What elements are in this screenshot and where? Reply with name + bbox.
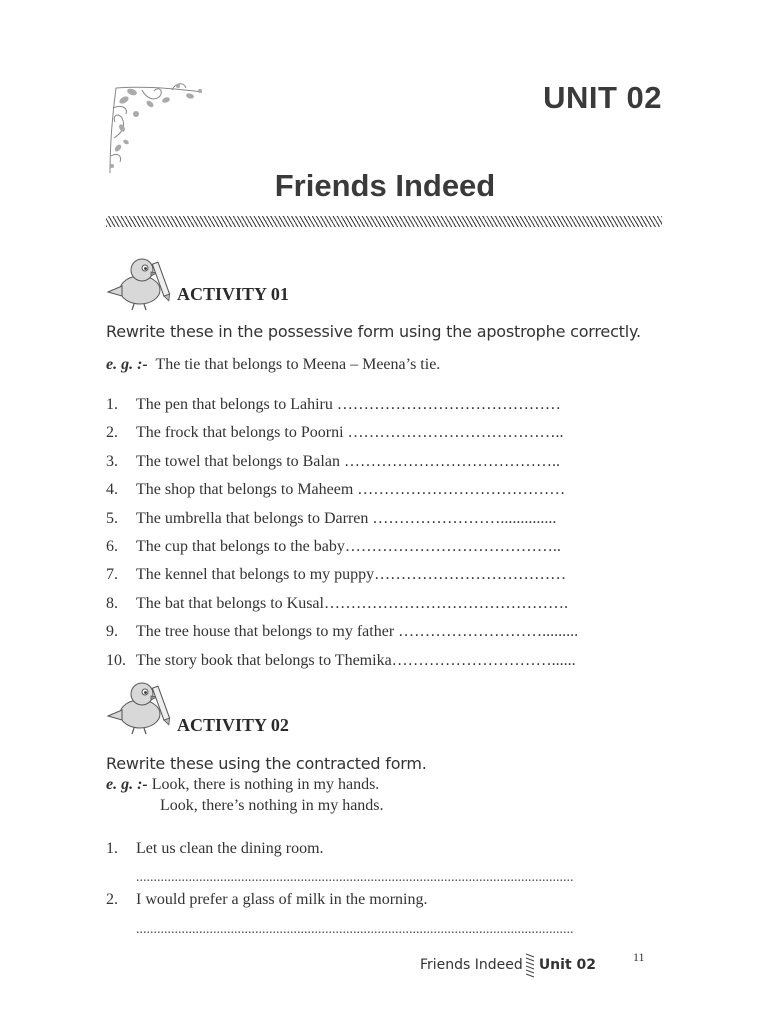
hatched-divider <box>106 216 662 227</box>
item-text: Let us clean the dining room. <box>136 840 324 857</box>
bird-with-pencil-icon <box>104 676 176 736</box>
item-number: 7. <box>106 566 118 584</box>
example-label: e. g. :- <box>106 776 148 793</box>
unit-title: UNIT 02 <box>543 80 662 115</box>
activity-02-example <box>106 776 379 794</box>
list-item <box>106 424 668 452</box>
example-label: e. g. :- <box>106 356 148 373</box>
activity-02-instruction: Rewrite these using the contracted form. <box>106 754 427 773</box>
item-text: The pen that belongs to Lahiru …………………………………… <box>136 396 561 413</box>
answer-line[interactable]: ............................................................................................................................. <box>136 922 574 937</box>
example-line-2: Look, there’s nothing in my hands. <box>160 797 384 814</box>
activity-02-heading: ACTIVITY 02 <box>177 715 289 735</box>
activity-01-instruction: Rewrite these in the possessive form using the apostrophe correctly. <box>106 322 641 341</box>
bird-with-pencil-icon <box>104 252 176 312</box>
item-text: The shop that belongs to Maheem ………………………………… <box>136 481 566 499</box>
activity-02-item <box>106 891 428 909</box>
activity-01-heading: ACTIVITY 01 <box>177 284 289 304</box>
item-number: 6. <box>106 537 118 555</box>
item-number: 10. <box>106 651 126 669</box>
item-text: The towel that belongs to Balan ………………………………….. <box>136 452 560 470</box>
item-text: The story book that belongs to Themika…………………………...... <box>136 651 576 669</box>
footer-title: Friends Indeed <box>420 957 523 973</box>
item-number: 4. <box>106 481 118 499</box>
list-item <box>106 538 668 566</box>
footer-unit: Unit 02 <box>538 957 596 973</box>
list-item <box>106 481 668 509</box>
answer-line[interactable]: ............................................................................................................................. <box>136 870 574 885</box>
item-text: The umbrella that belongs to Darren …………………….............. <box>136 509 557 527</box>
list-item <box>106 595 668 623</box>
item-text: The tree house that belongs to my father ………………………......... <box>136 623 579 641</box>
floral-ornament-icon <box>102 78 212 178</box>
example-text: The tie that belongs to Meena – Meena’s tie. <box>155 356 441 373</box>
item-text: The cup that belongs to the baby………………………………….. <box>136 537 561 555</box>
page-title: Friends Indeed <box>274 168 496 203</box>
item-text: The frock that belongs to Poorni ………………………………….. <box>136 424 564 442</box>
item-number: 3. <box>106 452 118 470</box>
item-number: 9. <box>106 623 118 641</box>
page-number: 11 <box>633 950 645 964</box>
item-text: I would prefer a glass of milk in the morning. <box>136 891 428 908</box>
example-line-1: Look, there is nothing in my hands. <box>151 776 380 793</box>
list-item <box>106 623 668 651</box>
list-item <box>106 566 668 594</box>
item-number: 8. <box>106 594 118 612</box>
page-footer <box>420 952 596 978</box>
activity-01-example <box>106 356 440 374</box>
activity-02-item <box>106 840 324 858</box>
item-text: The bat that belongs to Kusal………………………………………. <box>136 594 568 612</box>
item-number: 2. <box>106 424 118 442</box>
item-number: 5. <box>106 509 118 527</box>
item-number: 1. <box>106 840 118 857</box>
item-number: 1. <box>106 396 118 413</box>
list-item <box>106 396 668 424</box>
list-item <box>106 510 668 538</box>
footer-separator-icon <box>524 952 536 978</box>
item-text: The kennel that belongs to my puppy……………………………… <box>136 566 567 584</box>
list-item <box>106 453 668 481</box>
activity-01-list <box>106 396 668 680</box>
list-item <box>106 652 668 680</box>
item-number: 2. <box>106 891 118 908</box>
